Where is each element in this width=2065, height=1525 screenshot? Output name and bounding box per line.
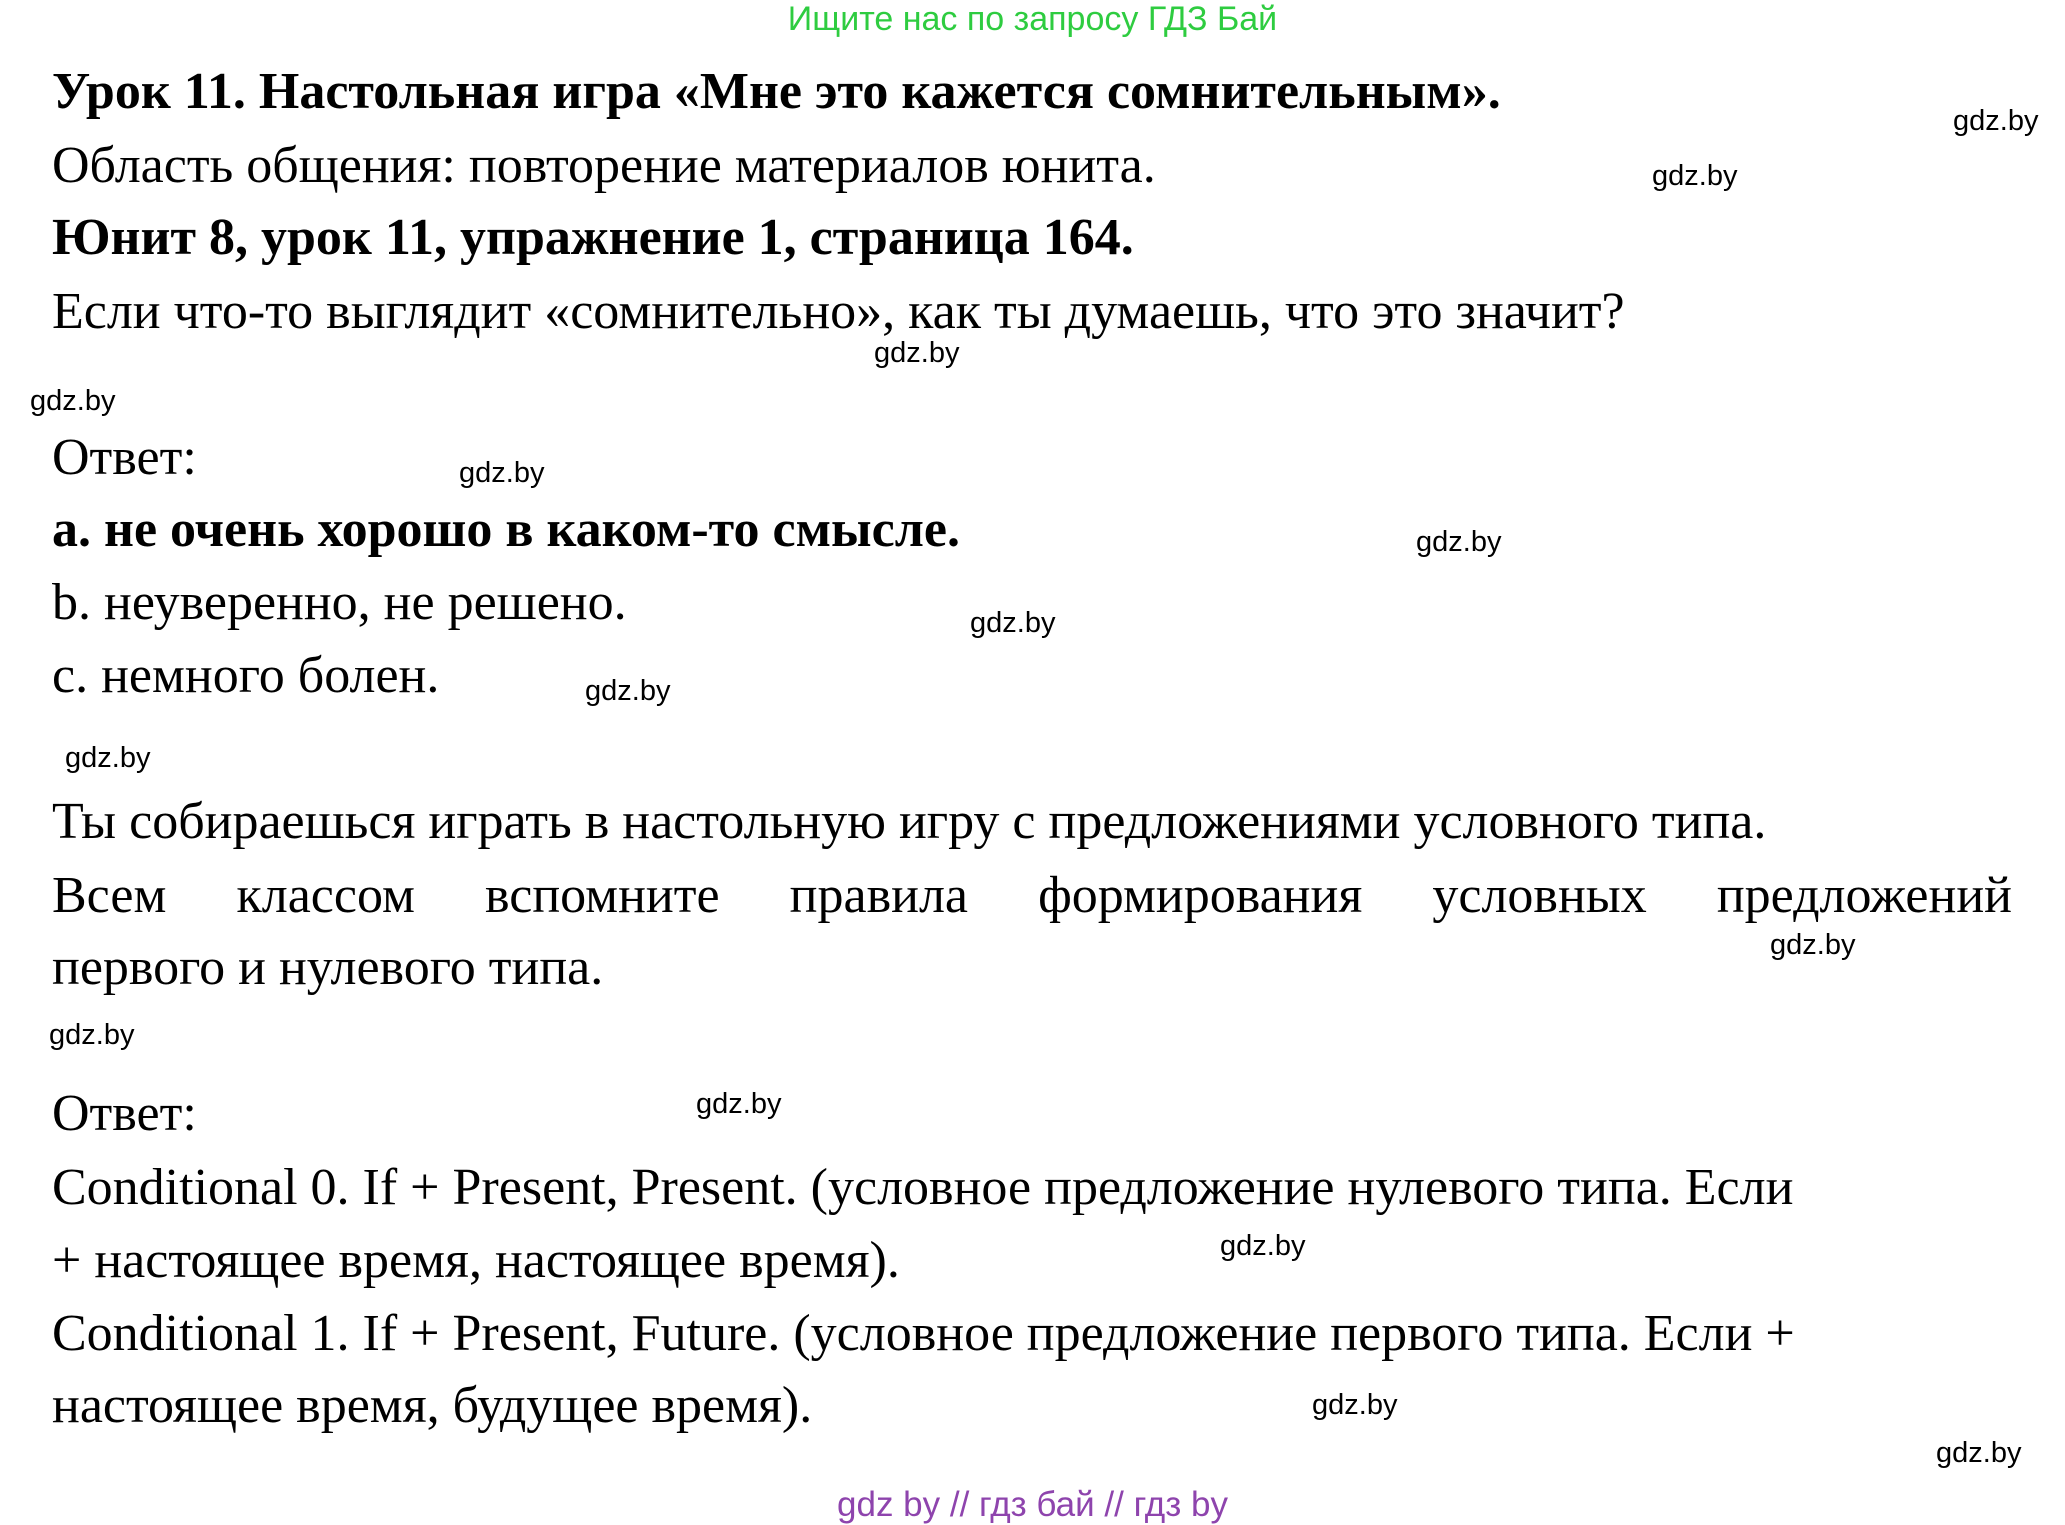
watermark: gdz.by [1416, 526, 1502, 558]
task-2-line-3: первого и нулевого типа. [52, 939, 604, 996]
watermark: gdz.by [1652, 160, 1738, 192]
watermark: gdz.by [1936, 1437, 2022, 1469]
watermark: gdz.by [696, 1088, 782, 1120]
answer-option-b: b. неуверенно, не решено. [52, 574, 627, 631]
conditional-0-line-1: Conditional 0. If + Present, Present. (условное предложение нулевого типа. Если [52, 1159, 1794, 1216]
watermark: gdz.by [49, 1019, 135, 1051]
watermark: gdz.by [30, 385, 116, 417]
watermark: gdz.by [1770, 929, 1856, 961]
exercise-reference: Юнит 8, урок 11, упражнение 1, страница 164. [52, 209, 1134, 266]
watermark: gdz.by [1312, 1389, 1398, 1421]
communication-area: Область общения: повторение материалов юнита. [52, 137, 1156, 194]
watermark: gdz.by [459, 457, 545, 489]
conditional-1-line-2: настоящее время, будущее время). [52, 1377, 813, 1434]
conditional-1-line-1: Conditional 1. If + Present, Future. (условное предложение первого типа. Если + [52, 1305, 1795, 1362]
answer-2-label: Ответ: [52, 1085, 197, 1142]
watermark: gdz.by [65, 742, 151, 774]
footer-links: gdz by // гдз бай // гдз by [837, 1485, 1228, 1524]
watermark: gdz.by [1953, 105, 2039, 137]
search-banner: Ищите нас по запросу ГДЗ Бай [787, 0, 1278, 38]
watermark: gdz.by [874, 337, 960, 369]
task-2-line-1: Ты собираешься играть в настольную игру с предложениями условного типа. [52, 793, 1767, 850]
conditional-0-line-2: + настоящее время, настоящее время). [52, 1232, 900, 1289]
watermark: gdz.by [970, 607, 1056, 639]
watermark: gdz.by [585, 675, 671, 707]
answer-1-label: Ответ: [52, 429, 197, 486]
watermark: gdz.by [1220, 1230, 1306, 1262]
question-1: Если что-то выглядит «сомнительно», как ты думаешь, что это значит? [52, 283, 1625, 340]
task-2-line-2: Всем классом вспомните правила формирования условных предложений [52, 867, 2012, 924]
answer-option-a: a. не очень хорошо в каком-то смысле. [52, 501, 960, 558]
task-2-paragraph [52, 860, 2012, 1004]
lesson-title: Урок 11. Настольная игра «Мне это кажется сомнительным». [52, 63, 1501, 120]
answer-option-c: c. немного болен. [52, 647, 440, 704]
